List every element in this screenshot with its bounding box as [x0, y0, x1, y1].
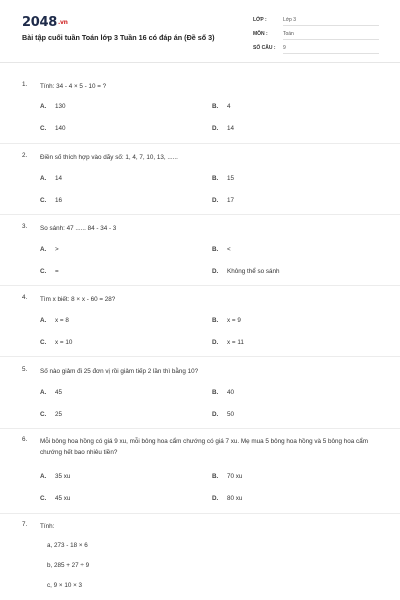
- option-letter: C.: [40, 495, 47, 502]
- option-letter: A.: [40, 389, 47, 396]
- option-value: 40: [227, 389, 235, 396]
- option-letter: D.: [212, 495, 219, 502]
- option-value: 14: [55, 175, 63, 182]
- question-number: 4.: [22, 294, 28, 301]
- logo-suffix: .vn: [57, 19, 68, 26]
- meta-value: Lớp 3: [283, 17, 379, 26]
- question-number: 1.: [22, 81, 28, 88]
- option-value: x = 9: [227, 317, 241, 324]
- question-number: 6.: [22, 436, 28, 443]
- question-number: 2.: [22, 152, 28, 159]
- option-letter: B.: [212, 389, 219, 396]
- option-letter: B.: [212, 246, 219, 253]
- option-value: 17: [227, 197, 235, 204]
- option-value: 140: [55, 125, 66, 132]
- option-letter: C.: [40, 339, 47, 346]
- logo-text: 2048: [22, 15, 57, 30]
- option-value: x = 10: [55, 339, 73, 346]
- option-letter: C.: [40, 197, 47, 204]
- option-value: x = 11: [227, 339, 244, 346]
- meta-label: SỐ CÂU :: [253, 45, 276, 51]
- question-text: Điền số thích hợp vào dãy số: 1, 4, 7, 10, 13, ......: [40, 154, 178, 161]
- question-text: Tìm x biết: 8 × x - 60 = 28?: [40, 296, 116, 303]
- question-separator: [0, 356, 400, 357]
- question-separator: [0, 285, 400, 286]
- option-letter: B.: [212, 473, 219, 480]
- question-text: So sánh: 47 ...... 84 - 34 - 3: [40, 225, 117, 232]
- option-letter: D.: [212, 268, 219, 275]
- option-letter: B.: [212, 103, 219, 110]
- question-number: 5.: [22, 366, 28, 373]
- option-value: Không thể so sánh: [227, 268, 280, 275]
- option-letter: D.: [212, 411, 219, 418]
- question-text: Số nào giảm đi 25 đơn vị rồi giảm tiếp 2 lần thì bằng 10?: [40, 368, 199, 375]
- question-text: Tính:: [40, 523, 55, 530]
- option-value: 25: [55, 411, 63, 418]
- option-value: 35 xu: [55, 473, 71, 480]
- option-letter: A.: [40, 317, 47, 324]
- question-number: 7.: [22, 521, 28, 528]
- meta-value: 9: [283, 45, 379, 54]
- header-divider: [0, 62, 400, 63]
- question-text: Tính: 34 - 4 × 5 - 10 = ?: [40, 83, 107, 90]
- option-value: 130: [55, 103, 66, 110]
- option-value: 16: [55, 197, 63, 204]
- question-separator: [0, 428, 400, 429]
- option-value: 50: [227, 411, 235, 418]
- question-text: Mỗi bông hoa hồng có giá 9 xu, mỗi bông hoa cẩm chướng có giá 7 xu. Mẹ mua 5 bông hoa hồng và 5 bông hoa cẩm chướng hết bao nhiêu tiền?: [40, 438, 368, 456]
- option-value: =: [55, 268, 59, 275]
- question-number: 3.: [22, 223, 28, 230]
- option-value: >: [55, 246, 59, 253]
- option-value: 80 xu: [227, 495, 243, 502]
- option-letter: C.: [40, 411, 47, 418]
- option-value: <: [227, 246, 231, 253]
- option-letter: B.: [212, 317, 219, 324]
- question-separator: [0, 143, 400, 144]
- option-value: 15: [227, 175, 235, 182]
- meta-value: Toán: [283, 31, 379, 40]
- option-letter: A.: [40, 103, 47, 110]
- option-value: 14: [227, 125, 235, 132]
- option-letter: D.: [212, 125, 219, 132]
- sub-question-c: c, 9 × 10 × 3: [47, 582, 83, 589]
- option-letter: A.: [40, 246, 47, 253]
- option-value: 45 xu: [55, 495, 71, 502]
- option-value: 70 xu: [227, 473, 243, 480]
- option-value: x = 8: [55, 317, 69, 324]
- option-value: 45: [55, 389, 63, 396]
- meta-label: MÔN :: [253, 31, 268, 37]
- option-letter: D.: [212, 339, 219, 346]
- question-separator: [0, 513, 400, 514]
- option-letter: A.: [40, 175, 47, 182]
- option-letter: C.: [40, 268, 47, 275]
- worksheet-title: Bài tập cuối tuần Toán lớp 3 Tuần 16 có đáp án (Đề số 3): [22, 33, 215, 42]
- question-separator: [0, 214, 400, 215]
- option-value: 4: [227, 103, 231, 110]
- option-letter: B.: [212, 175, 219, 182]
- option-letter: D.: [212, 197, 219, 204]
- sub-question-a: a, 273 - 18 × 6: [47, 542, 88, 549]
- option-letter: C.: [40, 125, 47, 132]
- option-letter: A.: [40, 473, 47, 480]
- meta-label: LỚP :: [253, 17, 267, 23]
- site-logo[interactable]: [22, 15, 68, 30]
- sub-question-b: b, 285 + 27 ÷ 9: [47, 562, 90, 569]
